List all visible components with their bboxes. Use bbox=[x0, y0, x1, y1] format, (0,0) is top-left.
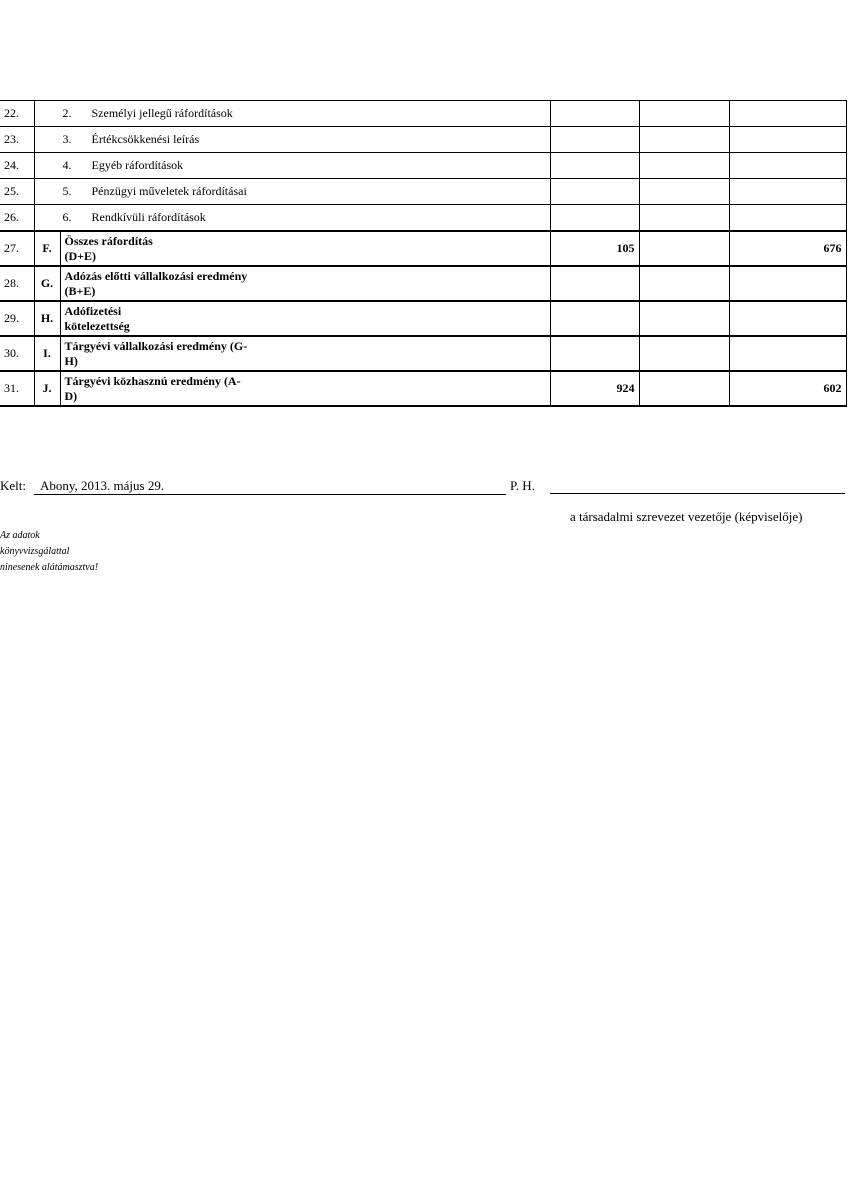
value-cell bbox=[729, 266, 846, 301]
row-number: 25. bbox=[0, 179, 34, 205]
row-label bbox=[60, 301, 550, 336]
row-number: 22. bbox=[0, 101, 34, 127]
row-number: 28. bbox=[0, 266, 34, 301]
value-cell bbox=[639, 153, 729, 179]
table-row bbox=[0, 153, 846, 179]
value-cell: 105 bbox=[550, 231, 639, 266]
row-label bbox=[60, 266, 550, 301]
row-number: 24. bbox=[0, 153, 34, 179]
row-letter: G. bbox=[34, 266, 60, 301]
sub-number: 6. bbox=[62, 210, 72, 224]
bold-label: Adófizetési kötelezettség bbox=[64, 303, 130, 333]
value-cell bbox=[550, 101, 639, 127]
note-line: ninesenek alátámasztva! bbox=[0, 562, 99, 573]
bold-label: Tárgyévi vállalkozási eredmény (G- H) bbox=[64, 338, 248, 368]
row-number: 30. bbox=[0, 336, 34, 371]
row-label bbox=[34, 101, 550, 127]
value-cell bbox=[729, 101, 846, 127]
value-cell bbox=[550, 336, 639, 371]
value-cell bbox=[639, 101, 729, 127]
value-cell bbox=[550, 205, 639, 232]
kelt-value: Abony, 2013. május 29. bbox=[34, 478, 506, 495]
value-cell bbox=[639, 205, 729, 232]
value-cell: 676 bbox=[729, 231, 846, 266]
report-table bbox=[0, 100, 847, 407]
row-label bbox=[34, 205, 550, 232]
value-cell bbox=[550, 127, 639, 153]
value-cell bbox=[639, 371, 729, 406]
table-row bbox=[0, 301, 846, 336]
value-cell bbox=[729, 127, 846, 153]
audit-note bbox=[0, 528, 98, 576]
sub-label: Egyéb ráfordítások bbox=[91, 158, 184, 172]
sub-label: Pénzügyi műveletek ráfordításai bbox=[91, 184, 247, 198]
note-line: Az adatok bbox=[0, 530, 40, 541]
row-letter: J. bbox=[34, 371, 60, 406]
value-cell bbox=[639, 127, 729, 153]
row-number: 29. bbox=[0, 301, 34, 336]
value-cell bbox=[729, 301, 846, 336]
value-cell: 924 bbox=[550, 371, 639, 406]
row-label bbox=[34, 153, 550, 179]
row-label bbox=[34, 127, 550, 153]
value-cell bbox=[729, 205, 846, 232]
row-number: 26. bbox=[0, 205, 34, 232]
row-letter: F. bbox=[34, 231, 60, 266]
signature-caption: a társadalmi szrevezet vezetője (képviselője) bbox=[570, 509, 803, 524]
sub-number: 4. bbox=[62, 158, 72, 172]
table-row bbox=[0, 371, 846, 406]
value-cell bbox=[729, 336, 846, 371]
value-cell bbox=[729, 153, 846, 179]
value-cell: 602 bbox=[729, 371, 846, 406]
sub-label: Értékcsökkenési leírás bbox=[91, 132, 200, 146]
sub-number: 2. bbox=[62, 106, 72, 120]
row-number: 31. bbox=[0, 371, 34, 406]
row-label bbox=[60, 336, 550, 371]
sub-label: Személyi jellegű ráfordítások bbox=[91, 106, 233, 120]
value-cell bbox=[550, 266, 639, 301]
value-cell bbox=[639, 266, 729, 301]
kelt-label: Kelt: bbox=[0, 478, 26, 493]
table-row bbox=[0, 127, 846, 153]
table-row bbox=[0, 205, 846, 232]
row-label bbox=[34, 179, 550, 205]
stamp-placeholder: P. H. bbox=[510, 478, 535, 493]
signature-line bbox=[550, 493, 845, 494]
row-label bbox=[60, 231, 550, 266]
table-row bbox=[0, 231, 846, 266]
bold-label: Összes ráfordítás (D+E) bbox=[64, 233, 153, 263]
value-cell bbox=[639, 179, 729, 205]
row-letter: H. bbox=[34, 301, 60, 336]
table-row bbox=[0, 179, 846, 205]
bold-label: Adózás előtti vállalkozási eredmény (B+E) bbox=[64, 268, 248, 298]
row-number: 23. bbox=[0, 127, 34, 153]
value-cell bbox=[550, 301, 639, 336]
sub-number: 3. bbox=[62, 132, 72, 146]
row-letter: I. bbox=[34, 336, 60, 371]
value-cell bbox=[729, 179, 846, 205]
value-cell bbox=[639, 301, 729, 336]
sub-label: Rendkívüli ráfordítások bbox=[91, 210, 206, 224]
value-cell bbox=[550, 179, 639, 205]
note-line: könyvvizsgálattal bbox=[0, 546, 70, 557]
value-cell bbox=[639, 336, 729, 371]
table-row bbox=[0, 266, 846, 301]
table-row bbox=[0, 101, 846, 127]
value-cell bbox=[550, 153, 639, 179]
bold-label: Tárgyévi közhasznú eredmény (A- D) bbox=[64, 373, 241, 403]
row-label bbox=[60, 371, 550, 406]
value-cell bbox=[639, 231, 729, 266]
sub-number: 5. bbox=[62, 184, 72, 198]
row-number: 27. bbox=[0, 231, 34, 266]
table-row bbox=[0, 336, 846, 371]
